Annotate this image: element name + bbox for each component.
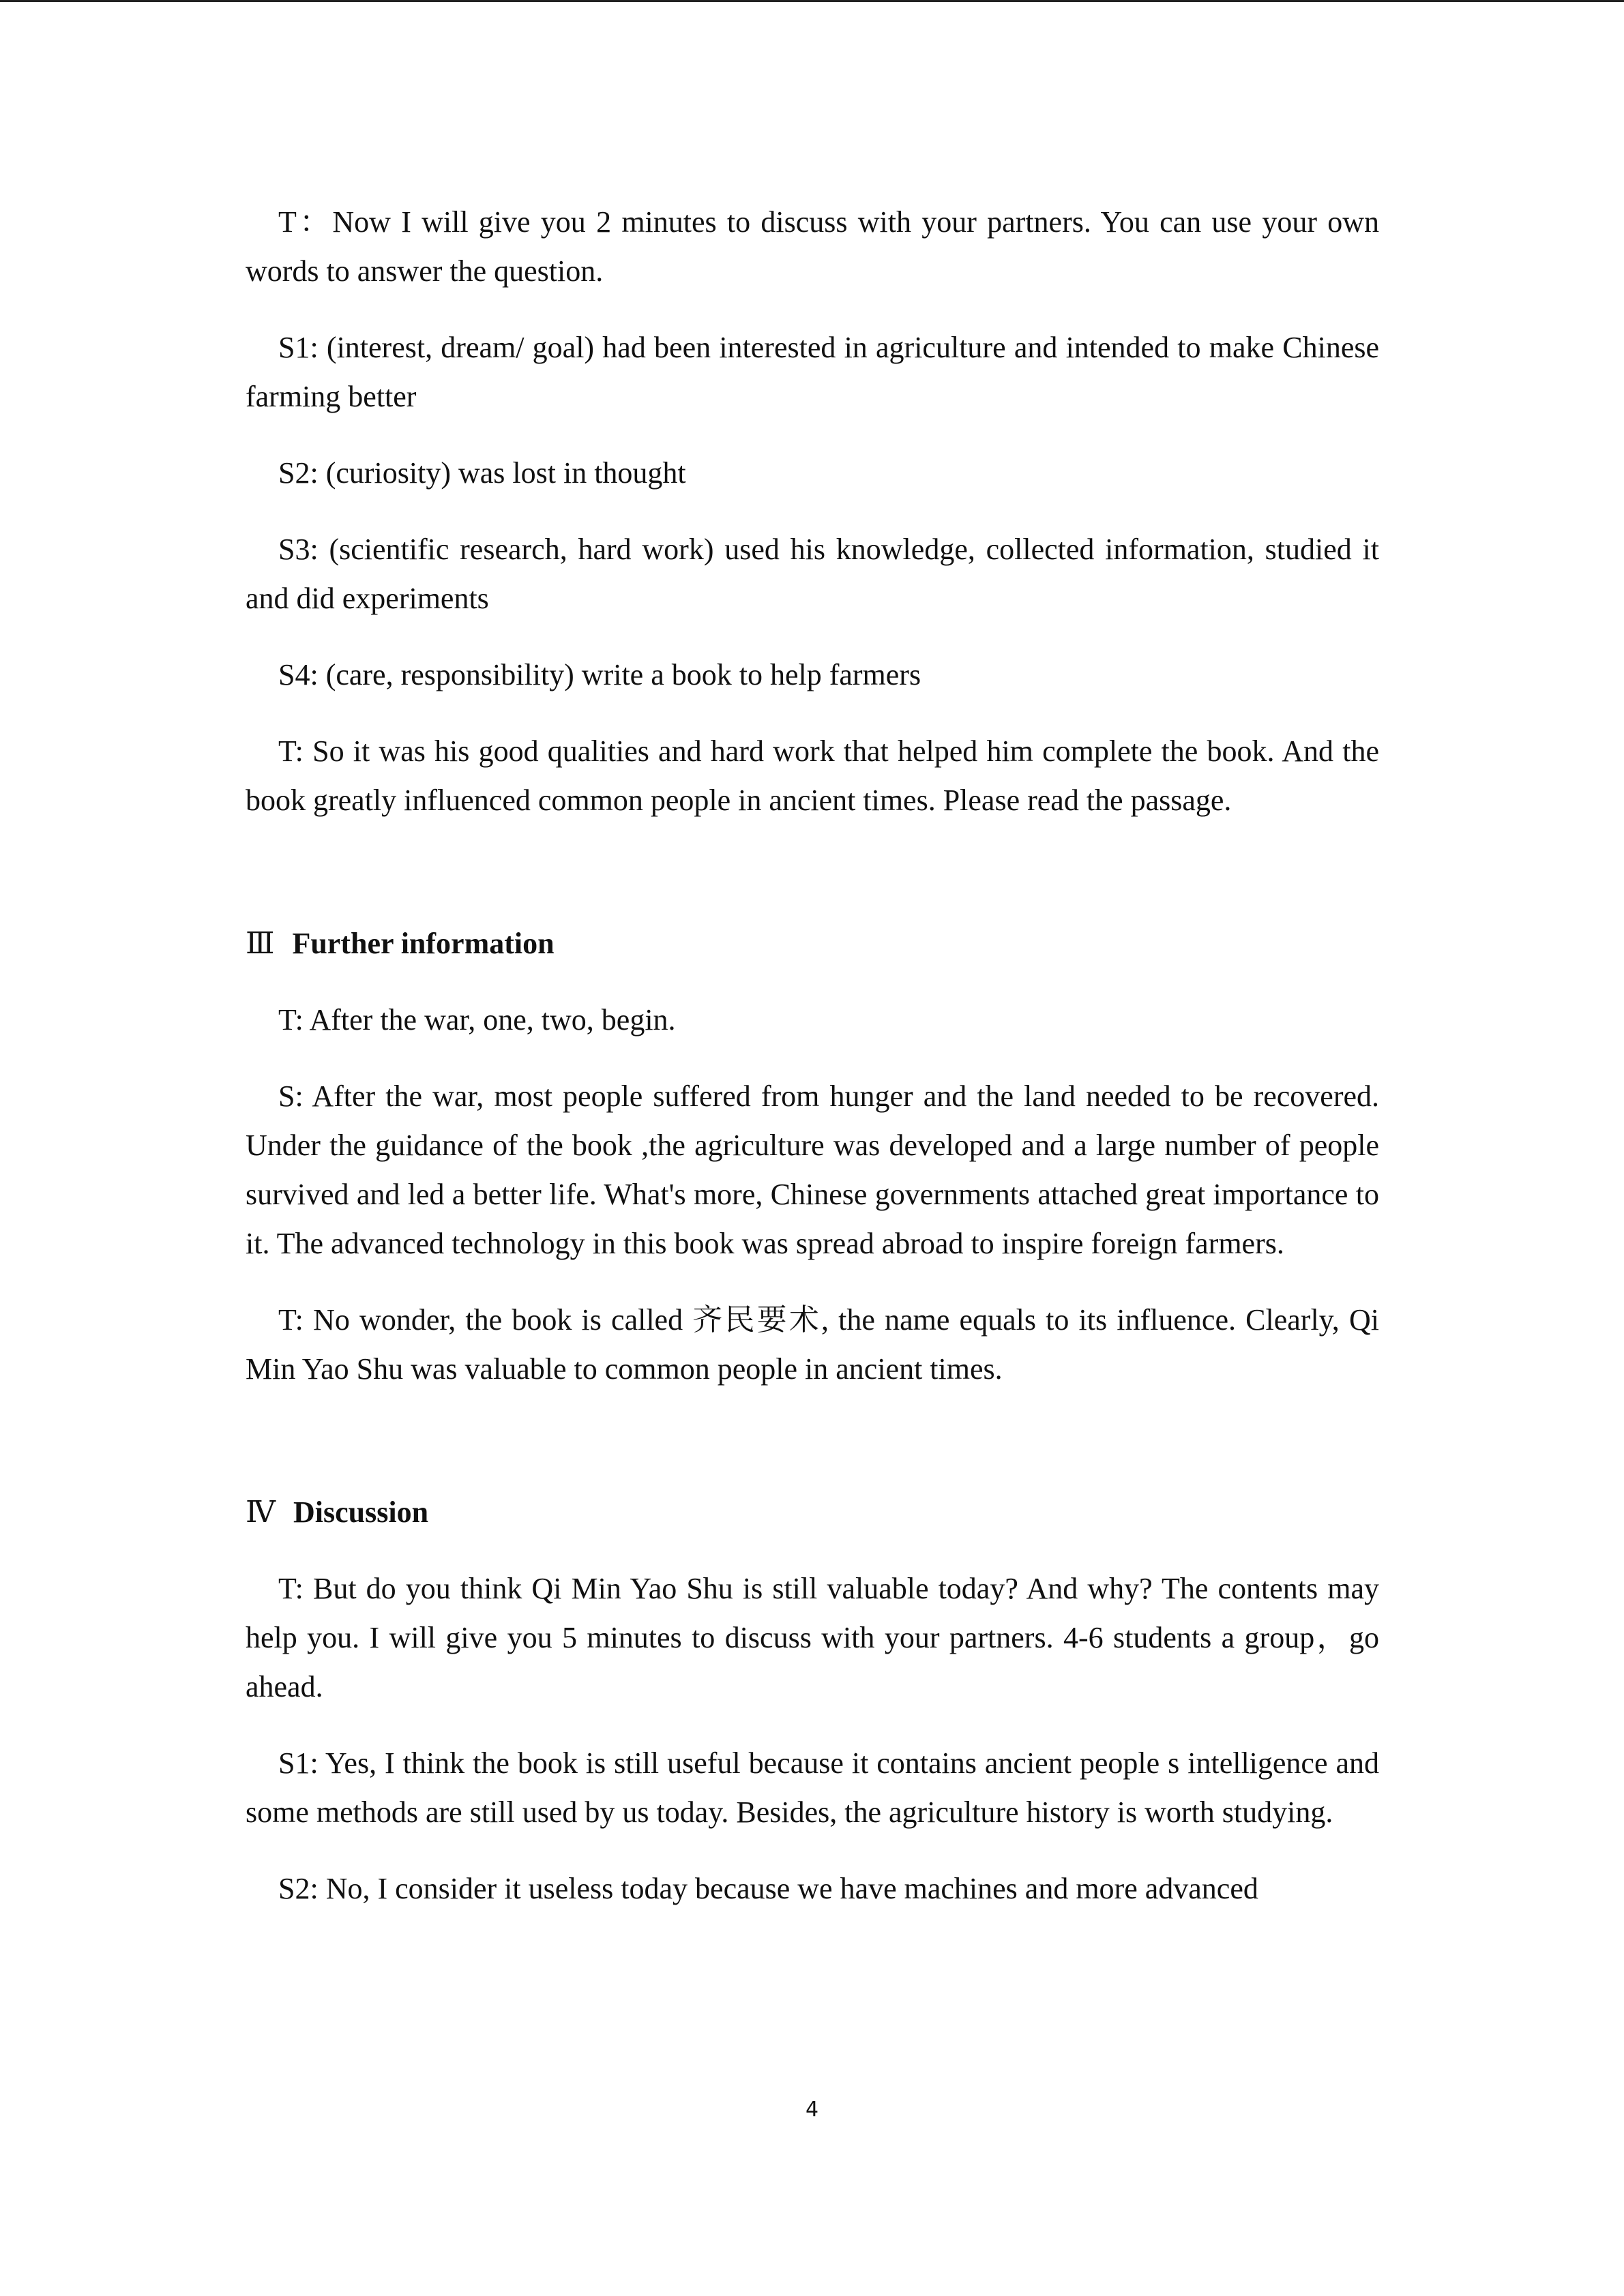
paragraph-student1-opinion: S1: Yes, I think the book is still useful because it contains ancient people s intelligence and some methods are still used by us today. Besides, the agriculture history is worth studying.: [246, 1746, 1379, 1829]
paragraph-teacher-begin: T: After the war, one, two, begin.: [278, 1003, 676, 1037]
document-body: [246, 198, 1379, 1941]
section-heading-discussion: [246, 1488, 1379, 1537]
page-top-border: [0, 0, 1624, 2]
paragraph-student1-answer: S1: (interest, dream/ goal) had been interested in agriculture and intended to make Chinese farming better: [246, 331, 1379, 413]
paragraph-teacher-discussion-instruction: T：Now I will give you 2 minutes to discuss with your partners. You can use your own words to answer the question.: [246, 205, 1379, 288]
page-number: 4: [805, 2098, 819, 2121]
paragraph-student-reading: S: After the war, most people suffered from hunger and the land needed to be recovered. Under the guidance of the book ,the agriculture was developed and a large number of people survived and led a better life. What's more, Chinese governments attached great importance to it. The advanced technology in this book was spread abroad to inspire foreign farmers.: [246, 1079, 1379, 1260]
paragraph-teacher-discussion-question: T: But do you think Qi Min Yao Shu is still valuable today? And why? The contents may help you. I will give you 5 minutes to discuss with your partners. 4-6 students a group，go ahead.: [246, 1572, 1379, 1703]
paragraph-student3-answer: S3: (scientific research, hard work) used his knowledge, collected information, studied it and did experiments: [246, 533, 1379, 615]
paragraph-student2-answer: S2: (curiosity) was lost in thought: [278, 456, 686, 490]
paragraph-teacher-book-name: T: No wonder, the book is called 齐民要术, the name equals to its influence. Clearly, Qi Min Yao Shu was valuable to common people in ancient times.: [246, 1303, 1379, 1386]
paragraph-teacher-summary: T: So it was his good qualities and hard work that helped him complete the book. And the book greatly influenced common people in ancient times. Please read the passage.: [246, 734, 1379, 817]
paragraph-student2-opinion: S2: No, I consider it useless today because we have machines and more advanced: [278, 1872, 1258, 1905]
section-title: Discussion: [293, 1495, 429, 1529]
section-numeral: Ⅲ: [246, 927, 275, 960]
paragraph-student4-answer: S4: (care, responsibility) write a book to help farmers: [278, 658, 921, 691]
section-heading-further-information: [246, 919, 1379, 968]
section-numeral: Ⅳ: [246, 1495, 276, 1529]
section-title: Further information: [292, 927, 555, 960]
